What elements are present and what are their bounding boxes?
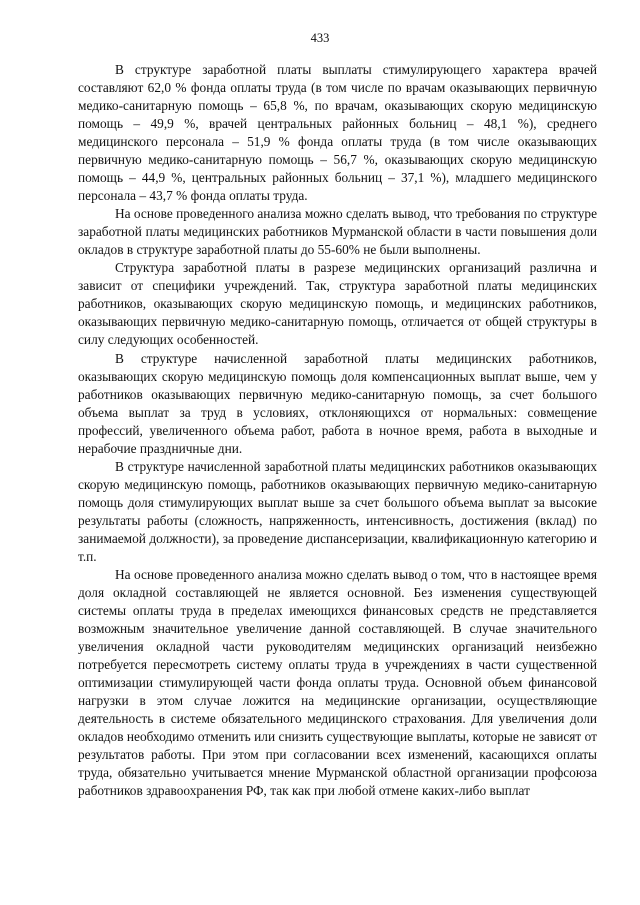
paragraph-3: Структура заработной платы в разрезе медицинских организаций различна и зависит от специфики учреждений. Так, структура заработной платы медицинских работников, оказывающих скорую медицинскую помощь, и медицинских работников, оказывающих первичную медико-санитарную помощь, отличается от общей структуры в силу следующих особенностей.	[78, 260, 597, 348]
paragraph-6: На основе проведенного анализа можно сделать вывод о том, что в настоящее время доля окладной составляющей не является основной. Без изменения существующей системы оплаты труда в пределах имеющихся финансовых средств не представляется возможным значительное увеличение данной составляющей. В случае значительного увеличения окладной части руководителям медицинских организаций неизбежно потребуется пересмотреть систему оплаты труда в учреждениях в части существенной оптимизации стимулирующей части фонда оплаты труда. Основной объем финансовой нагрузки в этом случае ложится на медицинские организации, осуществляющие деятельность в системе обязательного медицинского страхования. Для увеличения доли окладов необходимо отменить или снизить существующие выплаты, которые не зависят от результатов работы. При этом при согласовании всех изменений, касающихся оплаты труда, обязательно учитывается мнение Мурманской областной организации профсоюза работников здравоохранения РФ, так как при любой отмене каких-либо выплат	[78, 566, 597, 799]
paragraph-4: В структуре начисленной заработной платы медицинских работников, оказывающих скорую медицинскую помощь доля компенсационных выплат выше, чем у работников оказывающих первичную медико-санитарную помощь, за счет большого объема выплат за труд в условиях, отклоняющихся от нормальных: совмещение профессий, увеличенного объема работ, работа в ночное время, работа в выходные и нерабочие праздничные дни.	[78, 350, 597, 456]
paragraph-1: В структуре заработной платы выплаты стимулирующего характера врачей составляют 62,0 % фонда оплаты труда (в том числе по врачам оказывающих первичную медико-санитарную помощь – 65,8 %, по врачам, оказывающих скорую медицинскую помощь – 49,9 %, врачей центральных районных больниц – 48,1 %), среднего медицинского персонала – 51,9 % фонда оплаты труда (в том числе оказывающих первичную медико-санитарную помощь – 56,7 %, оказывающих скорую медицинскую помощь – 44,9 %, центральных районных больниц – 37,1 %), младшего медицинского персонала – 43,7 % фонда оплаты труда.	[78, 62, 597, 204]
paragraph-5: В структуре начисленной заработной платы медицинских работников оказывающих скорую медицинскую помощь, работников оказывающих первичную медико-санитарную помощь доля стимулирующих выплат выше за счет большого объема выплат за высокие результаты работы (сложность, напряженность, интенсивность, достижения (вклад) по занимаемой должности), за проведение диспансеризации, квалификационную категорию и т.п.	[78, 458, 597, 564]
body-text	[78, 61, 597, 800]
paragraph-2: На основе проведенного анализа можно сделать вывод, что требования по структуре заработной платы медицинских работников Мурманской области в части повышения доли окладов в структуре заработной платы до 55-60% не были выполнены.	[78, 206, 598, 258]
page-number: 433	[310, 31, 330, 45]
